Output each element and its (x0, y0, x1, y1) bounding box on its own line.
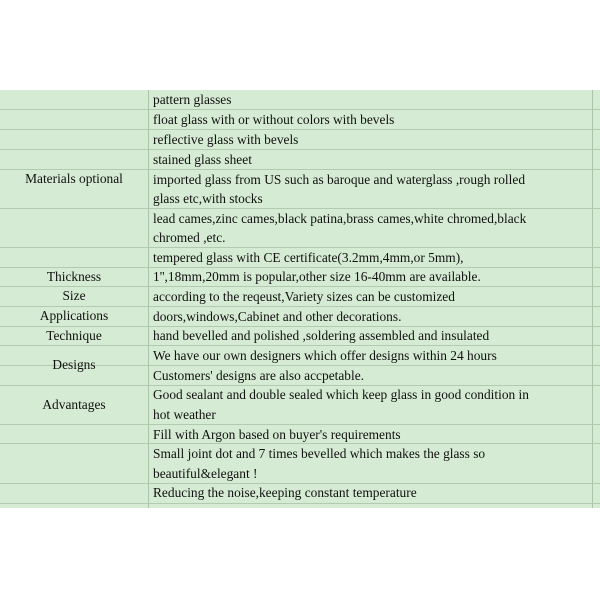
row-label-advantages: Advantages (42, 397, 106, 412)
row-label-size: Size (62, 288, 86, 303)
cell-value: float glass with or without colors with bevels (153, 112, 395, 127)
cell-value: glass etc,with stocks (153, 191, 263, 206)
cell-value: tempered glass with CE certificate(3.2mm,4mm,or 5mm), (153, 250, 464, 265)
cell-value: reflective glass with bevels (153, 132, 299, 147)
cell-value: stained glass sheet (153, 152, 252, 167)
cell-value: We have our own designers which offer designs within 24 hours (153, 348, 497, 363)
cell-value: according to the reqeust,Variety sizes can be customized (153, 289, 455, 304)
column-divider (148, 90, 149, 508)
spec-table (0, 90, 600, 508)
cell-value: 1'',18mm,20mm is popular,other size 16-40mm are available. (153, 269, 481, 284)
cell-value: Fill with Argon based on buyer's requirements (153, 427, 401, 442)
cell-value: Good sealant and double sealed which keep glass in good condition in (153, 387, 529, 402)
cell-value: pattern glasses (153, 92, 232, 107)
cell-value: beautiful&elegant ! (153, 466, 258, 481)
row-label-materials: Materials optional (25, 171, 123, 186)
row-divider (0, 503, 600, 504)
row-label-thickness: Thickness (46, 269, 102, 284)
cell-value: hot weather (153, 407, 216, 422)
cell-value: Reducing the noise,keeping constant temperature (153, 485, 417, 500)
row-label-technique: Technique (46, 328, 102, 343)
cell-value: chromed ,etc. (153, 230, 226, 245)
cell-value: imported glass from US such as baroque and waterglass ,rough rolled (153, 172, 526, 187)
cell-value: Customers' designs are also accpetable. (153, 368, 365, 383)
cell-value: lead cames,zinc cames,black patina,brass cames,white chromed,black (153, 211, 527, 226)
row-label-applications: Applications (39, 308, 109, 323)
column-divider (592, 90, 593, 508)
row-divider (0, 149, 600, 150)
row-label-designs: Designs (52, 357, 96, 372)
cell-value: Small joint dot and 7 times bevelled which makes the glass so (153, 446, 486, 461)
cell-value: doors,windows,Cabinet and other decorations. (153, 309, 402, 324)
cell-value: hand bevelled and polished ,soldering assembled and insulated (153, 328, 490, 343)
